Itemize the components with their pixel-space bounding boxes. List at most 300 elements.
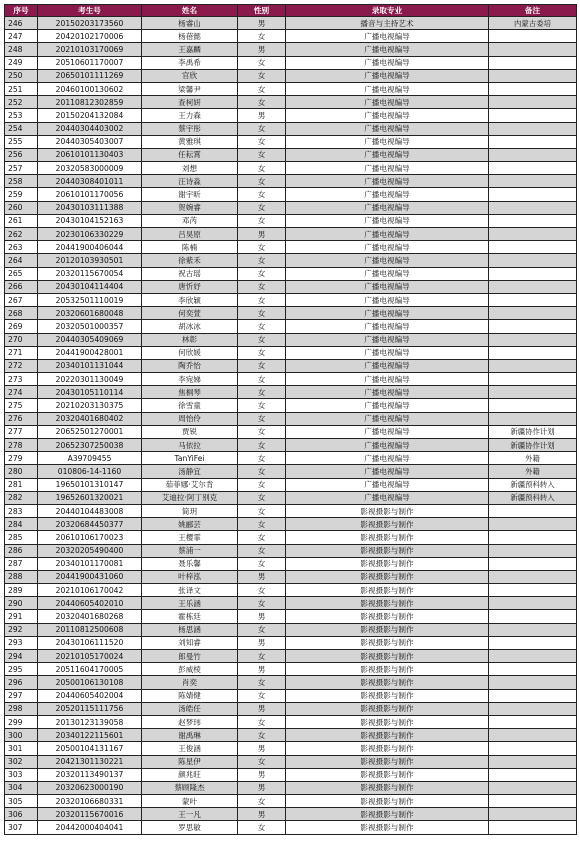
cell-index: 304 — [5, 781, 38, 794]
cell-remarks: 外籍 — [489, 452, 577, 465]
table-row — [5, 557, 577, 570]
table-row — [5, 715, 577, 728]
cell-exam-number: 20440104483008 — [38, 504, 142, 517]
cell-gender: 女 — [238, 280, 286, 293]
cell-remarks — [489, 755, 577, 768]
cell-remarks — [489, 808, 577, 821]
cell-gender: 男 — [238, 17, 286, 30]
cell-name: 杨蓓懿 — [142, 30, 238, 43]
cell-exam-number: 20320115670016 — [38, 808, 142, 821]
cell-remarks — [489, 162, 577, 175]
cell-exam-number: 20340101170081 — [38, 557, 142, 570]
cell-major: 广播电视编导 — [286, 148, 489, 161]
cell-gender: 女 — [238, 96, 286, 109]
cell-gender: 女 — [238, 82, 286, 95]
cell-name: 王俊涵 — [142, 742, 238, 755]
cell-major: 广播电视编导 — [286, 373, 489, 386]
cell-name: 梁馨尹 — [142, 82, 238, 95]
cell-major: 广播电视编导 — [286, 307, 489, 320]
cell-exam-number: 20430103111388 — [38, 201, 142, 214]
cell-major: 广播电视编导 — [286, 188, 489, 201]
cell-index: 300 — [5, 729, 38, 742]
cell-exam-number: 20320401680402 — [38, 412, 142, 425]
cell-gender: 女 — [238, 531, 286, 544]
cell-remarks — [489, 320, 577, 333]
cell-index: 266 — [5, 280, 38, 293]
cell-remarks — [489, 768, 577, 781]
cell-gender: 女 — [238, 399, 286, 412]
cell-exam-number: 20430105110114 — [38, 386, 142, 399]
cell-exam-number: 20130123139058 — [38, 715, 142, 728]
table-row — [5, 162, 577, 175]
cell-remarks — [489, 359, 577, 372]
admission-table — [4, 4, 577, 835]
cell-index: 299 — [5, 715, 38, 728]
cell-exam-number: 20210203130375 — [38, 399, 142, 412]
cell-major: 广播电视编导 — [286, 425, 489, 438]
cell-remarks — [489, 267, 577, 280]
cell-exam-number: 20652501270001 — [38, 425, 142, 438]
cell-remarks — [489, 82, 577, 95]
cell-gender: 女 — [238, 386, 286, 399]
cell-exam-number: 20440308401011 — [38, 175, 142, 188]
cell-index: 294 — [5, 650, 38, 663]
cell-name: 黄雅琪 — [142, 135, 238, 148]
cell-index: 256 — [5, 148, 38, 161]
table-row — [5, 636, 577, 649]
cell-exam-number: 20610106170023 — [38, 531, 142, 544]
cell-remarks — [489, 821, 577, 834]
cell-exam-number: 20520115111756 — [38, 702, 142, 715]
table-row — [5, 491, 577, 504]
cell-gender: 男 — [238, 781, 286, 794]
cell-remarks — [489, 135, 577, 148]
cell-name: 王乐涵 — [142, 597, 238, 610]
cell-gender: 女 — [238, 30, 286, 43]
cell-major: 影视摄影与制作 — [286, 795, 489, 808]
cell-major: 广播电视编导 — [286, 439, 489, 452]
table-row — [5, 320, 577, 333]
cell-remarks — [489, 781, 577, 794]
cell-name: 李欣颖 — [142, 293, 238, 306]
cell-major: 影视摄影与制作 — [286, 676, 489, 689]
table-row — [5, 214, 577, 227]
cell-exam-number: 20320623000190 — [38, 781, 142, 794]
cell-name: 王樱霏 — [142, 531, 238, 544]
cell-gender: 女 — [238, 650, 286, 663]
cell-index: 296 — [5, 676, 38, 689]
cell-index: 279 — [5, 452, 38, 465]
table-row — [5, 702, 577, 715]
cell-index: 284 — [5, 518, 38, 531]
cell-index: 287 — [5, 557, 38, 570]
cell-name: 张译文 — [142, 584, 238, 597]
cell-gender: 女 — [238, 821, 286, 834]
cell-name: 陶乔怡 — [142, 359, 238, 372]
cell-gender: 女 — [238, 715, 286, 728]
cell-remarks — [489, 623, 577, 636]
cell-gender: 女 — [238, 689, 286, 702]
table-row — [5, 610, 577, 623]
cell-remarks — [489, 228, 577, 241]
cell-gender: 男 — [238, 636, 286, 649]
cell-index: 277 — [5, 425, 38, 438]
cell-name: 艾迪拉·阿丁别克 — [142, 491, 238, 504]
cell-index: 289 — [5, 584, 38, 597]
cell-major: 广播电视编导 — [286, 346, 489, 359]
cell-gender: 男 — [238, 228, 286, 241]
cell-major: 广播电视编导 — [286, 241, 489, 254]
cell-index: 261 — [5, 214, 38, 227]
cell-gender: 女 — [238, 241, 286, 254]
table-row — [5, 56, 577, 69]
cell-gender: 女 — [238, 254, 286, 267]
table-body — [5, 17, 577, 835]
cell-index: 278 — [5, 439, 38, 452]
cell-exam-number: 20230106330229 — [38, 228, 142, 241]
table-row — [5, 755, 577, 768]
cell-remarks — [489, 795, 577, 808]
table-row — [5, 729, 577, 742]
cell-remarks — [489, 570, 577, 583]
cell-name: 颜兆旺 — [142, 768, 238, 781]
cell-name: 叶梓泓 — [142, 570, 238, 583]
cell-exam-number: 20120103930501 — [38, 254, 142, 267]
cell-exam-number: 20500104131167 — [38, 742, 142, 755]
table-row — [5, 359, 577, 372]
cell-gender: 女 — [238, 504, 286, 517]
cell-major: 播音与主持艺术 — [286, 17, 489, 30]
cell-name: 周怡伶 — [142, 412, 238, 425]
cell-gender: 女 — [238, 412, 286, 425]
table-row — [5, 821, 577, 834]
cell-name: 简玥 — [142, 504, 238, 517]
cell-major: 广播电视编导 — [286, 109, 489, 122]
cell-name: 贺婉睿 — [142, 201, 238, 214]
cell-exam-number: 20430106111520 — [38, 636, 142, 649]
cell-remarks — [489, 148, 577, 161]
cell-gender: 男 — [238, 43, 286, 56]
cell-gender: 女 — [238, 56, 286, 69]
cell-gender: 女 — [238, 623, 286, 636]
table-row — [5, 676, 577, 689]
cell-remarks — [489, 650, 577, 663]
cell-remarks — [489, 742, 577, 755]
cell-name: 聂乐馨 — [142, 557, 238, 570]
cell-index: 246 — [5, 17, 38, 30]
cell-remarks — [489, 96, 577, 109]
cell-remarks — [489, 333, 577, 346]
cell-name: 任耘霄 — [142, 148, 238, 161]
cell-major: 影视摄影与制作 — [286, 518, 489, 531]
cell-major: 广播电视编导 — [286, 333, 489, 346]
cell-major: 广播电视编导 — [286, 135, 489, 148]
cell-index: 280 — [5, 465, 38, 478]
cell-major: 影视摄影与制作 — [286, 689, 489, 702]
cell-remarks — [489, 30, 577, 43]
cell-exam-number: 20610101130403 — [38, 148, 142, 161]
cell-major: 影视摄影与制作 — [286, 821, 489, 834]
cell-name: 胡冰冰 — [142, 320, 238, 333]
cell-name: 王一凡 — [142, 808, 238, 821]
cell-index: 286 — [5, 544, 38, 557]
cell-index: 295 — [5, 663, 38, 676]
cell-name: 刘想 — [142, 162, 238, 175]
table-row — [5, 452, 577, 465]
table-row — [5, 175, 577, 188]
cell-exam-number: 20320106680331 — [38, 795, 142, 808]
cell-name: 徐雪童 — [142, 399, 238, 412]
table-row — [5, 307, 577, 320]
cell-major: 广播电视编导 — [286, 320, 489, 333]
table-row — [5, 623, 577, 636]
table-row — [5, 597, 577, 610]
cell-index: 282 — [5, 491, 38, 504]
cell-gender: 男 — [238, 570, 286, 583]
cell-gender: 女 — [238, 333, 286, 346]
table-row — [5, 795, 577, 808]
cell-index: 306 — [5, 808, 38, 821]
cell-index: 255 — [5, 135, 38, 148]
cell-remarks — [489, 715, 577, 728]
header-remarks: 备注 — [489, 5, 577, 17]
cell-major: 广播电视编导 — [286, 280, 489, 293]
table-row — [5, 267, 577, 280]
table-row — [5, 148, 577, 161]
cell-index: 291 — [5, 610, 38, 623]
header-gender: 性别 — [238, 5, 286, 17]
cell-remarks — [489, 504, 577, 517]
table-row — [5, 30, 577, 43]
cell-index: 293 — [5, 636, 38, 649]
cell-remarks — [489, 56, 577, 69]
cell-index: 265 — [5, 267, 38, 280]
table-row — [5, 518, 577, 531]
cell-index: 297 — [5, 689, 38, 702]
cell-name: 李宛娣 — [142, 373, 238, 386]
cell-index: 305 — [5, 795, 38, 808]
table-row — [5, 504, 577, 517]
cell-gender: 女 — [238, 425, 286, 438]
cell-major: 影视摄影与制作 — [286, 557, 489, 570]
table-row — [5, 17, 577, 30]
cell-exam-number: 20320205490400 — [38, 544, 142, 557]
table-row — [5, 228, 577, 241]
cell-remarks — [489, 518, 577, 531]
table-row — [5, 135, 577, 148]
cell-index: 281 — [5, 478, 38, 491]
table-row — [5, 399, 577, 412]
cell-exam-number: 20150203173560 — [38, 17, 142, 30]
cell-remarks — [489, 69, 577, 82]
cell-index: 283 — [5, 504, 38, 517]
cell-name: 陈楠 — [142, 241, 238, 254]
cell-exam-number: 20440305409069 — [38, 333, 142, 346]
cell-gender: 女 — [238, 307, 286, 320]
cell-exam-number: 20652307250038 — [38, 439, 142, 452]
cell-remarks — [489, 597, 577, 610]
table-row — [5, 82, 577, 95]
cell-exam-number: 010806-14-1160 — [38, 465, 142, 478]
cell-index: 254 — [5, 122, 38, 135]
cell-name: 茹菲娜·艾尔肯 — [142, 478, 238, 491]
cell-major: 广播电视编导 — [286, 30, 489, 43]
cell-name: 何奕萱 — [142, 307, 238, 320]
cell-remarks — [489, 175, 577, 188]
cell-exam-number: 20340101131044 — [38, 359, 142, 372]
cell-exam-number: 20320115670054 — [38, 267, 142, 280]
cell-gender: 男 — [238, 808, 286, 821]
cell-major: 影视摄影与制作 — [286, 531, 489, 544]
cell-major: 影视摄影与制作 — [286, 504, 489, 517]
cell-exam-number: 19650101310147 — [38, 478, 142, 491]
cell-name: 祝古瑶 — [142, 267, 238, 280]
cell-gender: 女 — [238, 69, 286, 82]
cell-major: 影视摄影与制作 — [286, 755, 489, 768]
cell-gender: 女 — [238, 201, 286, 214]
cell-index: 260 — [5, 201, 38, 214]
cell-major: 广播电视编导 — [286, 96, 489, 109]
cell-remarks — [489, 188, 577, 201]
cell-gender: 女 — [238, 214, 286, 227]
table-row — [5, 122, 577, 135]
cell-major: 影视摄影与制作 — [286, 650, 489, 663]
cell-remarks — [489, 346, 577, 359]
cell-gender: 女 — [238, 518, 286, 531]
cell-index: 269 — [5, 320, 38, 333]
cell-gender: 女 — [238, 439, 286, 452]
cell-remarks — [489, 676, 577, 689]
cell-remarks — [489, 293, 577, 306]
cell-name: 王力森 — [142, 109, 238, 122]
cell-gender: 男 — [238, 109, 286, 122]
cell-gender: 女 — [238, 478, 286, 491]
table-row — [5, 373, 577, 386]
cell-major: 影视摄影与制作 — [286, 768, 489, 781]
cell-major: 影视摄影与制作 — [286, 544, 489, 557]
cell-remarks — [489, 531, 577, 544]
cell-exam-number: 20440304403002 — [38, 122, 142, 135]
table-row — [5, 544, 577, 557]
cell-major: 影视摄影与制作 — [286, 808, 489, 821]
cell-gender: 女 — [238, 346, 286, 359]
cell-index: 253 — [5, 109, 38, 122]
cell-major: 广播电视编导 — [286, 293, 489, 306]
cell-index: 263 — [5, 241, 38, 254]
cell-major: 广播电视编导 — [286, 82, 489, 95]
cell-name: 谢宇昕 — [142, 188, 238, 201]
header-exam-number: 考生号 — [38, 5, 142, 17]
table-row — [5, 96, 577, 109]
cell-exam-number: 20320601680048 — [38, 307, 142, 320]
cell-index: 271 — [5, 346, 38, 359]
cell-name: 杨思涵 — [142, 623, 238, 636]
table-row — [5, 293, 577, 306]
cell-gender: 女 — [238, 188, 286, 201]
header-name: 姓名 — [142, 5, 238, 17]
table-row — [5, 201, 577, 214]
cell-exam-number: 20510601170007 — [38, 56, 142, 69]
table-row — [5, 650, 577, 663]
cell-remarks: 新疆协作计划 — [489, 425, 577, 438]
cell-major: 影视摄影与制作 — [286, 584, 489, 597]
cell-remarks: 新疆预科转入 — [489, 491, 577, 504]
cell-name: 唐忻妤 — [142, 280, 238, 293]
cell-major: 影视摄影与制作 — [286, 623, 489, 636]
cell-gender: 男 — [238, 610, 286, 623]
cell-remarks — [489, 557, 577, 570]
cell-gender: 女 — [238, 584, 286, 597]
cell-major: 广播电视编导 — [286, 359, 489, 372]
header-index: 序号 — [5, 5, 38, 17]
cell-remarks: 新疆预科转入 — [489, 478, 577, 491]
cell-name: TanYiFei — [142, 452, 238, 465]
cell-major: 广播电视编导 — [286, 452, 489, 465]
cell-name: 马依拉 — [142, 439, 238, 452]
cell-name: 吕昊原 — [142, 228, 238, 241]
cell-exam-number: 20500106130108 — [38, 676, 142, 689]
cell-major: 影视摄影与制作 — [286, 663, 489, 676]
table-row — [5, 570, 577, 583]
cell-exam-number: 20511604170005 — [38, 663, 142, 676]
cell-exam-number: 20320583000009 — [38, 162, 142, 175]
table-row — [5, 386, 577, 399]
cell-remarks — [489, 254, 577, 267]
cell-name: 蔡浦一 — [142, 544, 238, 557]
cell-gender: 女 — [238, 491, 286, 504]
cell-name: 彭威棱 — [142, 663, 238, 676]
cell-exam-number: 20210106170042 — [38, 584, 142, 597]
cell-remarks — [489, 689, 577, 702]
cell-exam-number: 20610101170056 — [38, 188, 142, 201]
cell-index: 288 — [5, 570, 38, 583]
header-major: 录取专业 — [286, 5, 489, 17]
cell-major: 广播电视编导 — [286, 175, 489, 188]
cell-name: 蔡顾隆杰 — [142, 781, 238, 794]
cell-remarks — [489, 544, 577, 557]
table-row — [5, 69, 577, 82]
cell-index: 285 — [5, 531, 38, 544]
header-row — [5, 5, 577, 17]
cell-remarks — [489, 663, 577, 676]
cell-name: 汤皓任 — [142, 702, 238, 715]
cell-gender: 女 — [238, 729, 286, 742]
cell-major: 广播电视编导 — [286, 162, 489, 175]
cell-remarks — [489, 241, 577, 254]
table-row — [5, 439, 577, 452]
cell-index: 268 — [5, 307, 38, 320]
cell-major: 广播电视编导 — [286, 386, 489, 399]
cell-exam-number: 20650101111269 — [38, 69, 142, 82]
cell-exam-number: 20440605402004 — [38, 689, 142, 702]
cell-index: 302 — [5, 755, 38, 768]
cell-exam-number: 20440605402010 — [38, 597, 142, 610]
cell-index: 270 — [5, 333, 38, 346]
cell-index: 267 — [5, 293, 38, 306]
cell-name: 陈星伊 — [142, 755, 238, 768]
cell-index: 275 — [5, 399, 38, 412]
cell-remarks — [489, 122, 577, 135]
table-row — [5, 478, 577, 491]
cell-index: 301 — [5, 742, 38, 755]
cell-index: 274 — [5, 386, 38, 399]
table-row — [5, 109, 577, 122]
cell-exam-number: 20110812302859 — [38, 96, 142, 109]
cell-remarks — [489, 307, 577, 320]
cell-name: 邓芮 — [142, 214, 238, 227]
cell-major: 影视摄影与制作 — [286, 702, 489, 715]
cell-major: 广播电视编导 — [286, 491, 489, 504]
